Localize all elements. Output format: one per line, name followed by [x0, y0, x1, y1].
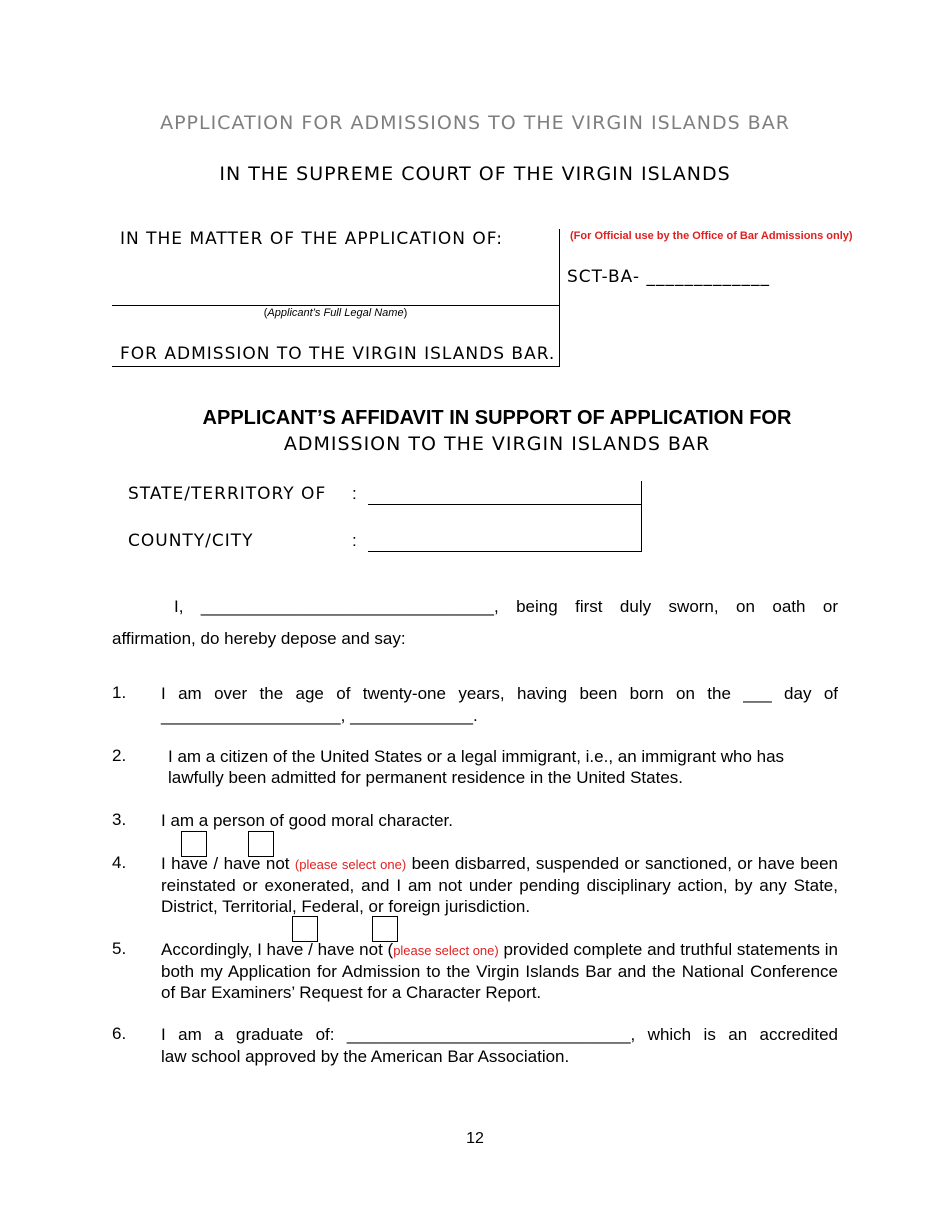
item-3-number: 3. — [112, 810, 127, 829]
item-6-line-1: I am a graduate of: ______________________________, which is an accredited — [161, 1025, 838, 1044]
oath-line-1: I, _______________________________, being first duly sworn, on oath or — [174, 597, 838, 616]
case-number: SCT-BA- _____________ — [567, 267, 770, 287]
affidavit-subtitle: ADMISSION TO THE VIRGIN ISLANDS BAR — [283, 433, 711, 455]
official-use-note: (For Official use by the Office of Bar Admissions only) — [570, 230, 853, 242]
item-5-text — [161, 939, 838, 1003]
county-colon: : — [352, 531, 357, 550]
item-5-post: provided complete and truthful statements in both my Application for Admission to the Virgin Islands Bar and the National Conference of Bar Examiners’ Request for a Character Report. — [161, 940, 839, 1002]
item-4-post: been disbarred, suspended or sanctioned, or have been reinstated or exonerated, and I am not under pending disciplinary action, by any State, District, Territorial, Federal, or foreign jurisdiction. — [161, 854, 839, 916]
item-5-number: 5. — [112, 939, 127, 958]
name-hint-text: Applicant’s Full Legal Name — [267, 307, 404, 319]
affidavit-title: APPLICANT’S AFFIDAVIT IN SUPPORT OF APPLICATION FOR — [202, 407, 792, 429]
item-4-number: 4. — [112, 853, 127, 872]
admission-label: FOR ADMISSION TO THE VIRGIN ISLANDS BAR. — [120, 344, 556, 364]
form-title: APPLICATION FOR ADMISSIONS TO THE VIRGIN ISLANDS BAR — [160, 112, 790, 134]
state-field[interactable] — [368, 504, 641, 505]
name-hint — [112, 307, 559, 319]
item-4-pre: I have / have not — [161, 854, 295, 873]
name-hint-close: ) — [403, 307, 408, 319]
item-5-pre: Accordingly, I have / have not ( — [161, 940, 394, 959]
item-3-text: I am a person of good moral character. — [161, 811, 453, 830]
item-1-line-2: ___________________, _____________. — [161, 706, 478, 725]
caption-divider — [559, 229, 560, 367]
state-label: STATE/TERRITORY OF — [128, 484, 327, 504]
oath-line-2: affirmation, do hereby depose and say: — [112, 629, 406, 648]
matter-label: IN THE MATTER OF THE APPLICATION OF: — [120, 229, 503, 249]
item-6-line-2: law school approved by the American Bar Association. — [161, 1047, 570, 1066]
county-label: COUNTY/CITY — [128, 531, 254, 551]
page-number: 12 — [466, 1130, 484, 1147]
item-2-text: I am a citizen of the United States or a legal immigrant, i.e., an immigrant who has lawfully been admitted for permanent residence in the United States. — [168, 747, 785, 787]
item-4-select-hint: (please select one) — [294, 857, 407, 872]
state-colon: : — [352, 484, 357, 503]
caption-bottom-line — [112, 366, 559, 367]
name-line — [112, 305, 559, 306]
item-6-number: 6. — [112, 1024, 127, 1043]
item-1-number: 1. — [112, 683, 127, 702]
venue-bracket — [641, 481, 642, 552]
court-heading: IN THE SUPREME COURT OF THE VIRGIN ISLANDS — [219, 163, 731, 185]
item-4-text — [161, 853, 838, 917]
name-hint-open: ( — [263, 307, 268, 319]
item-5-select-hint: please select one) — [393, 943, 499, 958]
item-1-line-1: I am over the age of twenty-one years, having been born on the ___ day of — [161, 684, 838, 703]
item-2-number: 2. — [112, 746, 127, 765]
county-field[interactable] — [368, 551, 641, 552]
